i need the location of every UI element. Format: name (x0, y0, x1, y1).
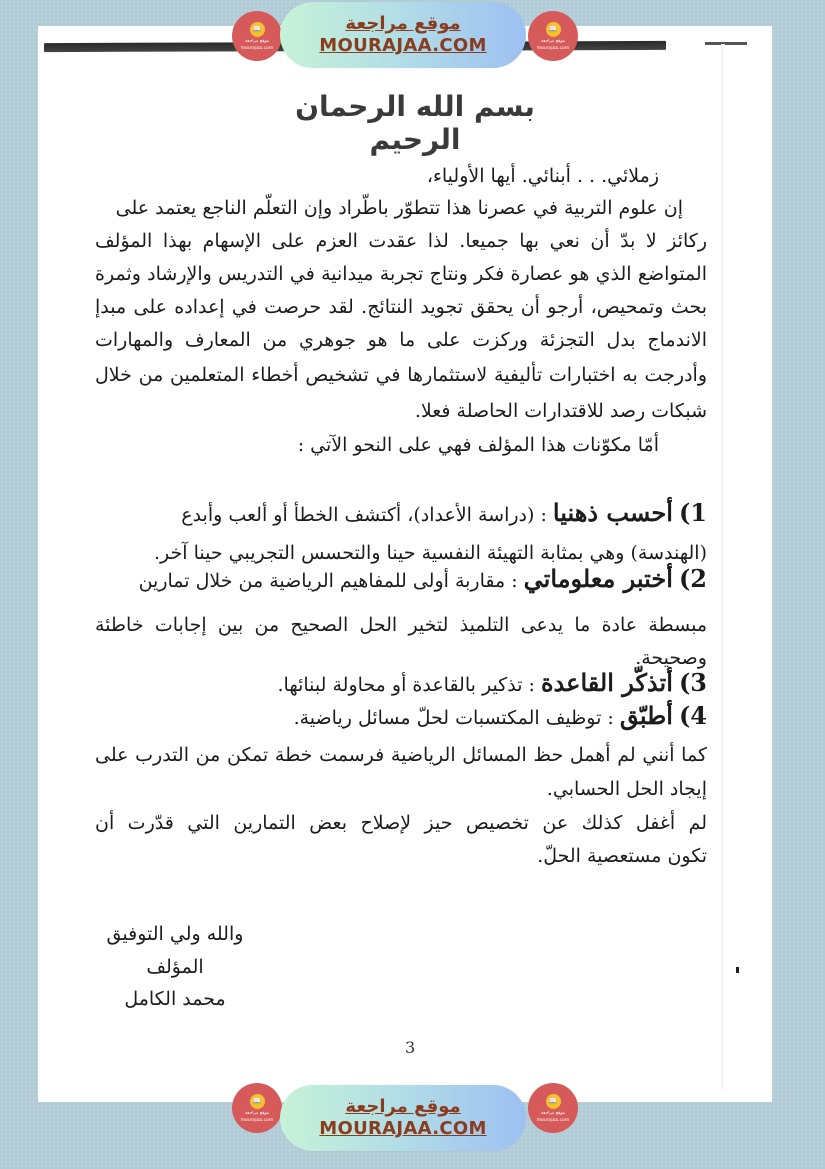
item-number: 3) (678, 668, 707, 697)
scan-edge-mark (736, 967, 739, 973)
site-banner-top[interactable] (280, 2, 526, 68)
component-item-1 (181, 500, 707, 528)
logo-caption-en: mourajaa.com (536, 45, 570, 51)
signature-role: المؤلف (146, 956, 204, 978)
item-number: 1) (678, 498, 707, 527)
logo-caption-ar: موقع مراجعة (244, 1110, 270, 1116)
item-description: : توظيف المكتسبات لحلّ مسائل رياضية. (293, 707, 614, 729)
book-icon: 📖 (250, 22, 265, 37)
greeting: زملائي. . . أبنائي. أيها الأولياء، (426, 165, 659, 187)
banner-latin-link[interactable]: MOURAJAA.COM (319, 1118, 487, 1139)
item-description-line: وصحيحة. (635, 647, 707, 669)
item-title: أطبّق (619, 701, 673, 730)
closing-line: لم أغفل كذلك عن تخصيص حيز لإصلاح بعض التمارين التي قدّرت أن (95, 812, 707, 834)
intro-line: ركائز لا بدّ أن نعي بها جميعا. لذا عقدت العزم على الإسهام بهذا المؤلف (95, 230, 707, 252)
item-title: أختبر معلوماتي (523, 564, 673, 593)
page-number: 3 (405, 1038, 416, 1057)
logo-caption-ar: موقع مراجعة (540, 38, 566, 44)
signature-name: محمد الكامل (124, 988, 226, 1010)
component-item-3 (278, 670, 707, 698)
banner-arabic-link[interactable]: موقع مراجعة (345, 13, 461, 34)
signature-blessing: والله ولي التوفيق (106, 923, 244, 945)
item-number: 2) (678, 564, 707, 593)
logo-caption-en: mourajaa.com (240, 45, 274, 51)
closing-line: تكون مستعصية الحلّ. (537, 845, 707, 867)
site-logo-bottom-left[interactable] (232, 1083, 282, 1133)
item-description: : (دراسة الأعداد)، أكتشف الخطأ أو ألعب وأبدع (181, 504, 547, 526)
logo-caption-en: mourajaa.com (536, 1117, 570, 1123)
banner-latin-link[interactable]: MOURAJAA.COM (319, 35, 487, 56)
intro-line: بحث وتمحيص، أرجو أن يحقق تجويد النتائج. لقد حرصت في إعداده على مبدإ (95, 296, 707, 318)
item-title: أحسب ذهنيا (552, 498, 673, 527)
closing-line: كما أنني لم أهمل حظ المسائل الرياضية فرسمت خطة تمكن من التدرب على (95, 744, 707, 766)
logo-caption-en: mourajaa.com (240, 1117, 274, 1123)
item-description-line: مبسطة عادة ما يدعى التلميذ لتخير الحل الصحيح من بين إجابات خاطئة (95, 614, 707, 636)
site-logo-top-left[interactable] (232, 11, 282, 61)
item-title: أتذكّر القاعدة (540, 668, 673, 697)
item-description: : مقاربة أولى للمفاهيم الرياضية من خلال تمارين (138, 570, 518, 592)
intro-line: وأدرجت به اختبارات تأليفية لاستثمارها في تشخيص أخطاء المتعلمين من خلال (95, 364, 707, 386)
site-logo-bottom-right[interactable] (528, 1083, 578, 1133)
item-number: 4) (678, 701, 707, 730)
logo-caption-ar: موقع مراجعة (540, 1110, 566, 1116)
item-description: : تذكير بالقاعدة أو محاولة لبنائها. (277, 674, 535, 696)
intro-line: المتواضع الذي هو عصارة فكر ونتاج تجربة ميدانية في التدريس والإرشاد وثمرة (95, 263, 707, 285)
logo-caption-ar: موقع مراجعة (244, 38, 270, 44)
site-banner-bottom[interactable] (280, 1085, 526, 1151)
intro-line: إن علوم التربية في عصرنا هذا تتطوّر باطّراد وإن التعلّم الناجع يعتمد على (115, 197, 683, 219)
book-icon: 📖 (250, 1094, 265, 1109)
intro-line: الاندماج بدل التجزئة وركزت على ما هو جوهري من المعارف والمهارات (95, 329, 707, 351)
component-item-4 (294, 703, 707, 731)
banner-arabic-link[interactable]: موقع مراجعة (345, 1096, 461, 1117)
scan-edge-top (705, 42, 747, 45)
component-item-2 (139, 566, 707, 594)
item-description-line: (الهندسة) وهي بمثابة التهيئة النفسية حينا والتحسس التجريبي حينا آخر. (154, 542, 707, 564)
scan-right-edge (721, 44, 725, 1089)
components-intro: أمّا مكوّنات هذا المؤلف فهي على النحو الآتي : (297, 434, 659, 456)
site-logo-top-right[interactable] (528, 11, 578, 61)
closing-line: إيجاد الحل الحسابي. (546, 778, 707, 800)
book-icon: 📖 (546, 22, 561, 37)
intro-line: شبكات رصد للاقتدارات الحاصلة فعلا. (414, 400, 707, 422)
basmala-heading: بسم الله الرحمان الرحيم (295, 90, 535, 156)
book-icon: 📖 (546, 1094, 561, 1109)
